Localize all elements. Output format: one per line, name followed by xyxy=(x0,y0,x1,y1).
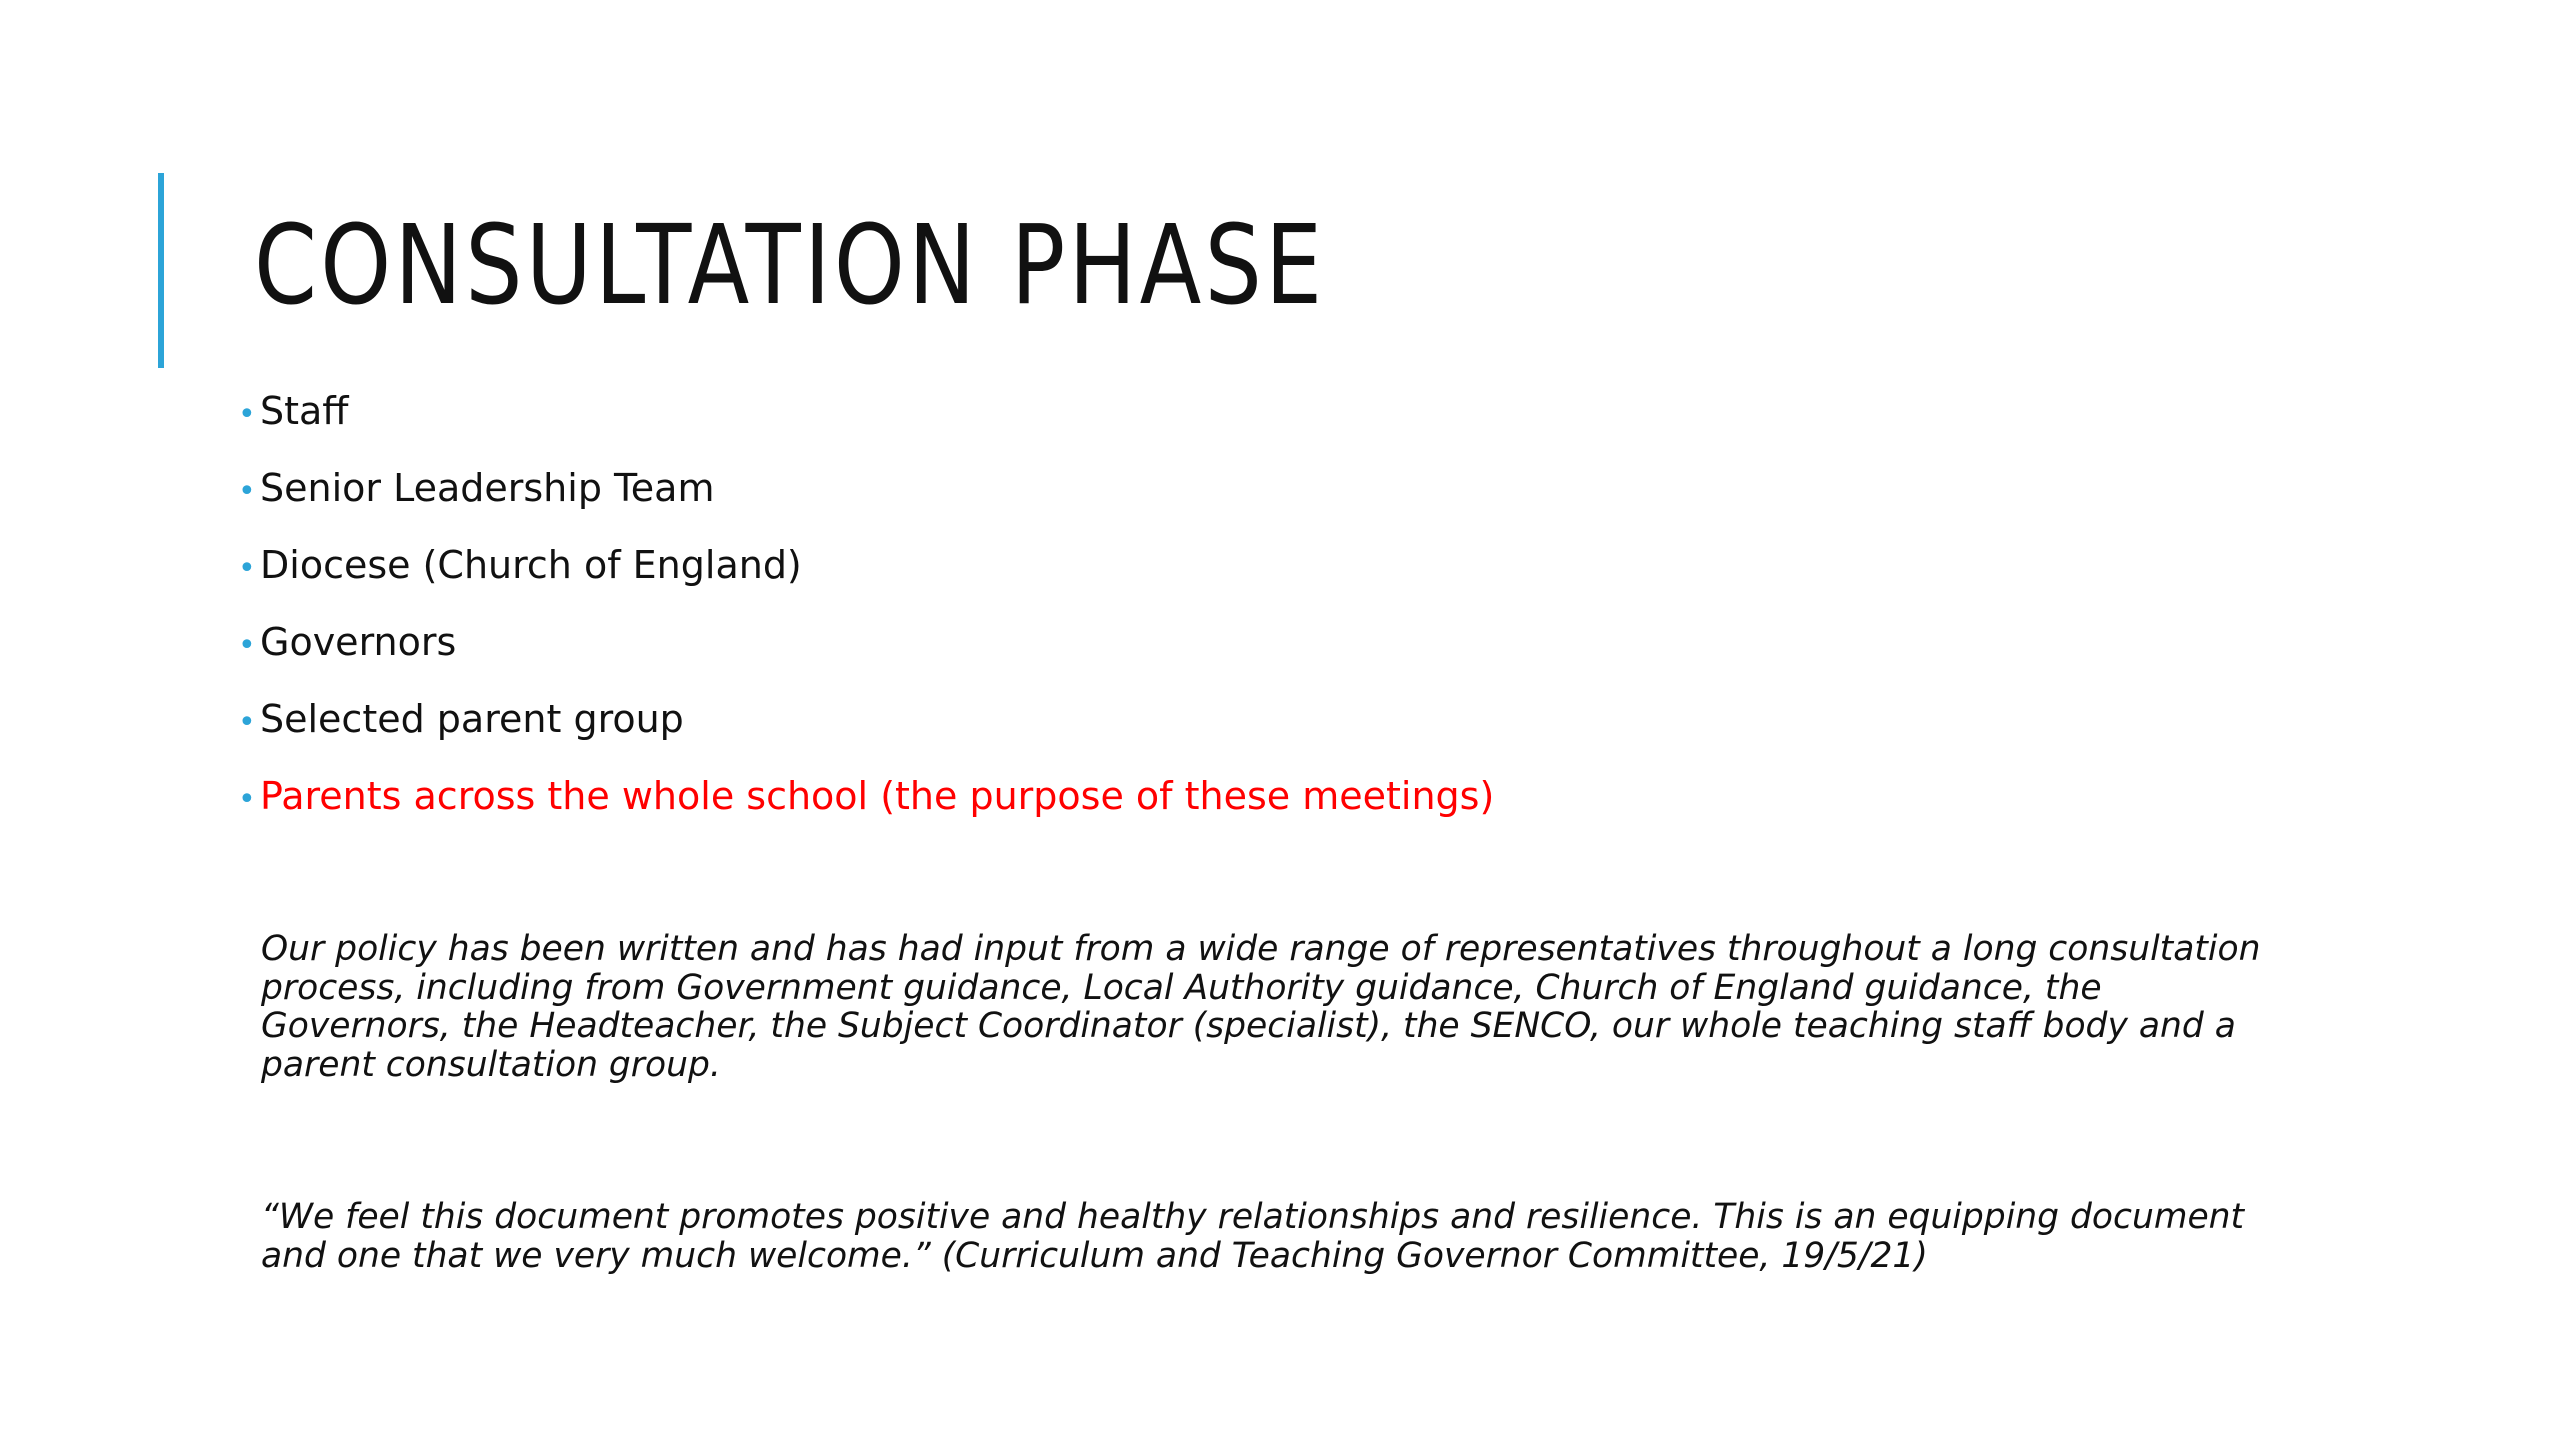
bullet-label: Senior Leadership Team xyxy=(260,466,715,510)
bullet-item-selected-parent-group xyxy=(238,695,1494,772)
bullet-label: Staff xyxy=(260,389,349,433)
bullet-item-staff xyxy=(238,387,1494,464)
bullet-item-diocese xyxy=(238,541,1494,618)
bullet-icon: • xyxy=(238,628,256,663)
bullet-item-governors xyxy=(238,618,1494,695)
bullet-label: Diocese (Church of England) xyxy=(260,543,802,587)
bullet-label: Selected parent group xyxy=(260,697,684,741)
bullet-list xyxy=(238,387,1494,849)
bullet-item-parents-whole-school xyxy=(238,772,1494,849)
title-accent-bar xyxy=(158,173,164,368)
slide-title: CONSULTATION PHASE xyxy=(254,201,1326,329)
governor-quote: “We feel this document promotes positive and healthy relationships and resilience. This is an equipping document and one that we very much welcome.” (Curriculum and Teaching Governor Committee, 19/5/21) xyxy=(261,1197,2245,1276)
bullet-item-senior-leadership-team xyxy=(238,464,1494,541)
bullet-icon: • xyxy=(238,705,256,740)
bullet-label: Governors xyxy=(260,620,457,664)
bullet-icon: • xyxy=(238,551,256,586)
bullet-icon: • xyxy=(238,474,256,509)
bullet-icon: • xyxy=(238,782,256,817)
bullet-icon: • xyxy=(238,397,256,432)
policy-paragraph: Our policy has been written and has had input from a wide range of representatives throughout a long consultation process, including from Government guidance, Local Authority guidance, Church of England guidance, the Governors, the Headteacher, the Subject Coordinator (specialist), the SENCO, our whole teaching staff body and a parent consultation group. xyxy=(261,929,2261,1085)
bullet-label-highlighted: Parents across the whole school (the purpose of these meetings) xyxy=(260,774,1495,818)
